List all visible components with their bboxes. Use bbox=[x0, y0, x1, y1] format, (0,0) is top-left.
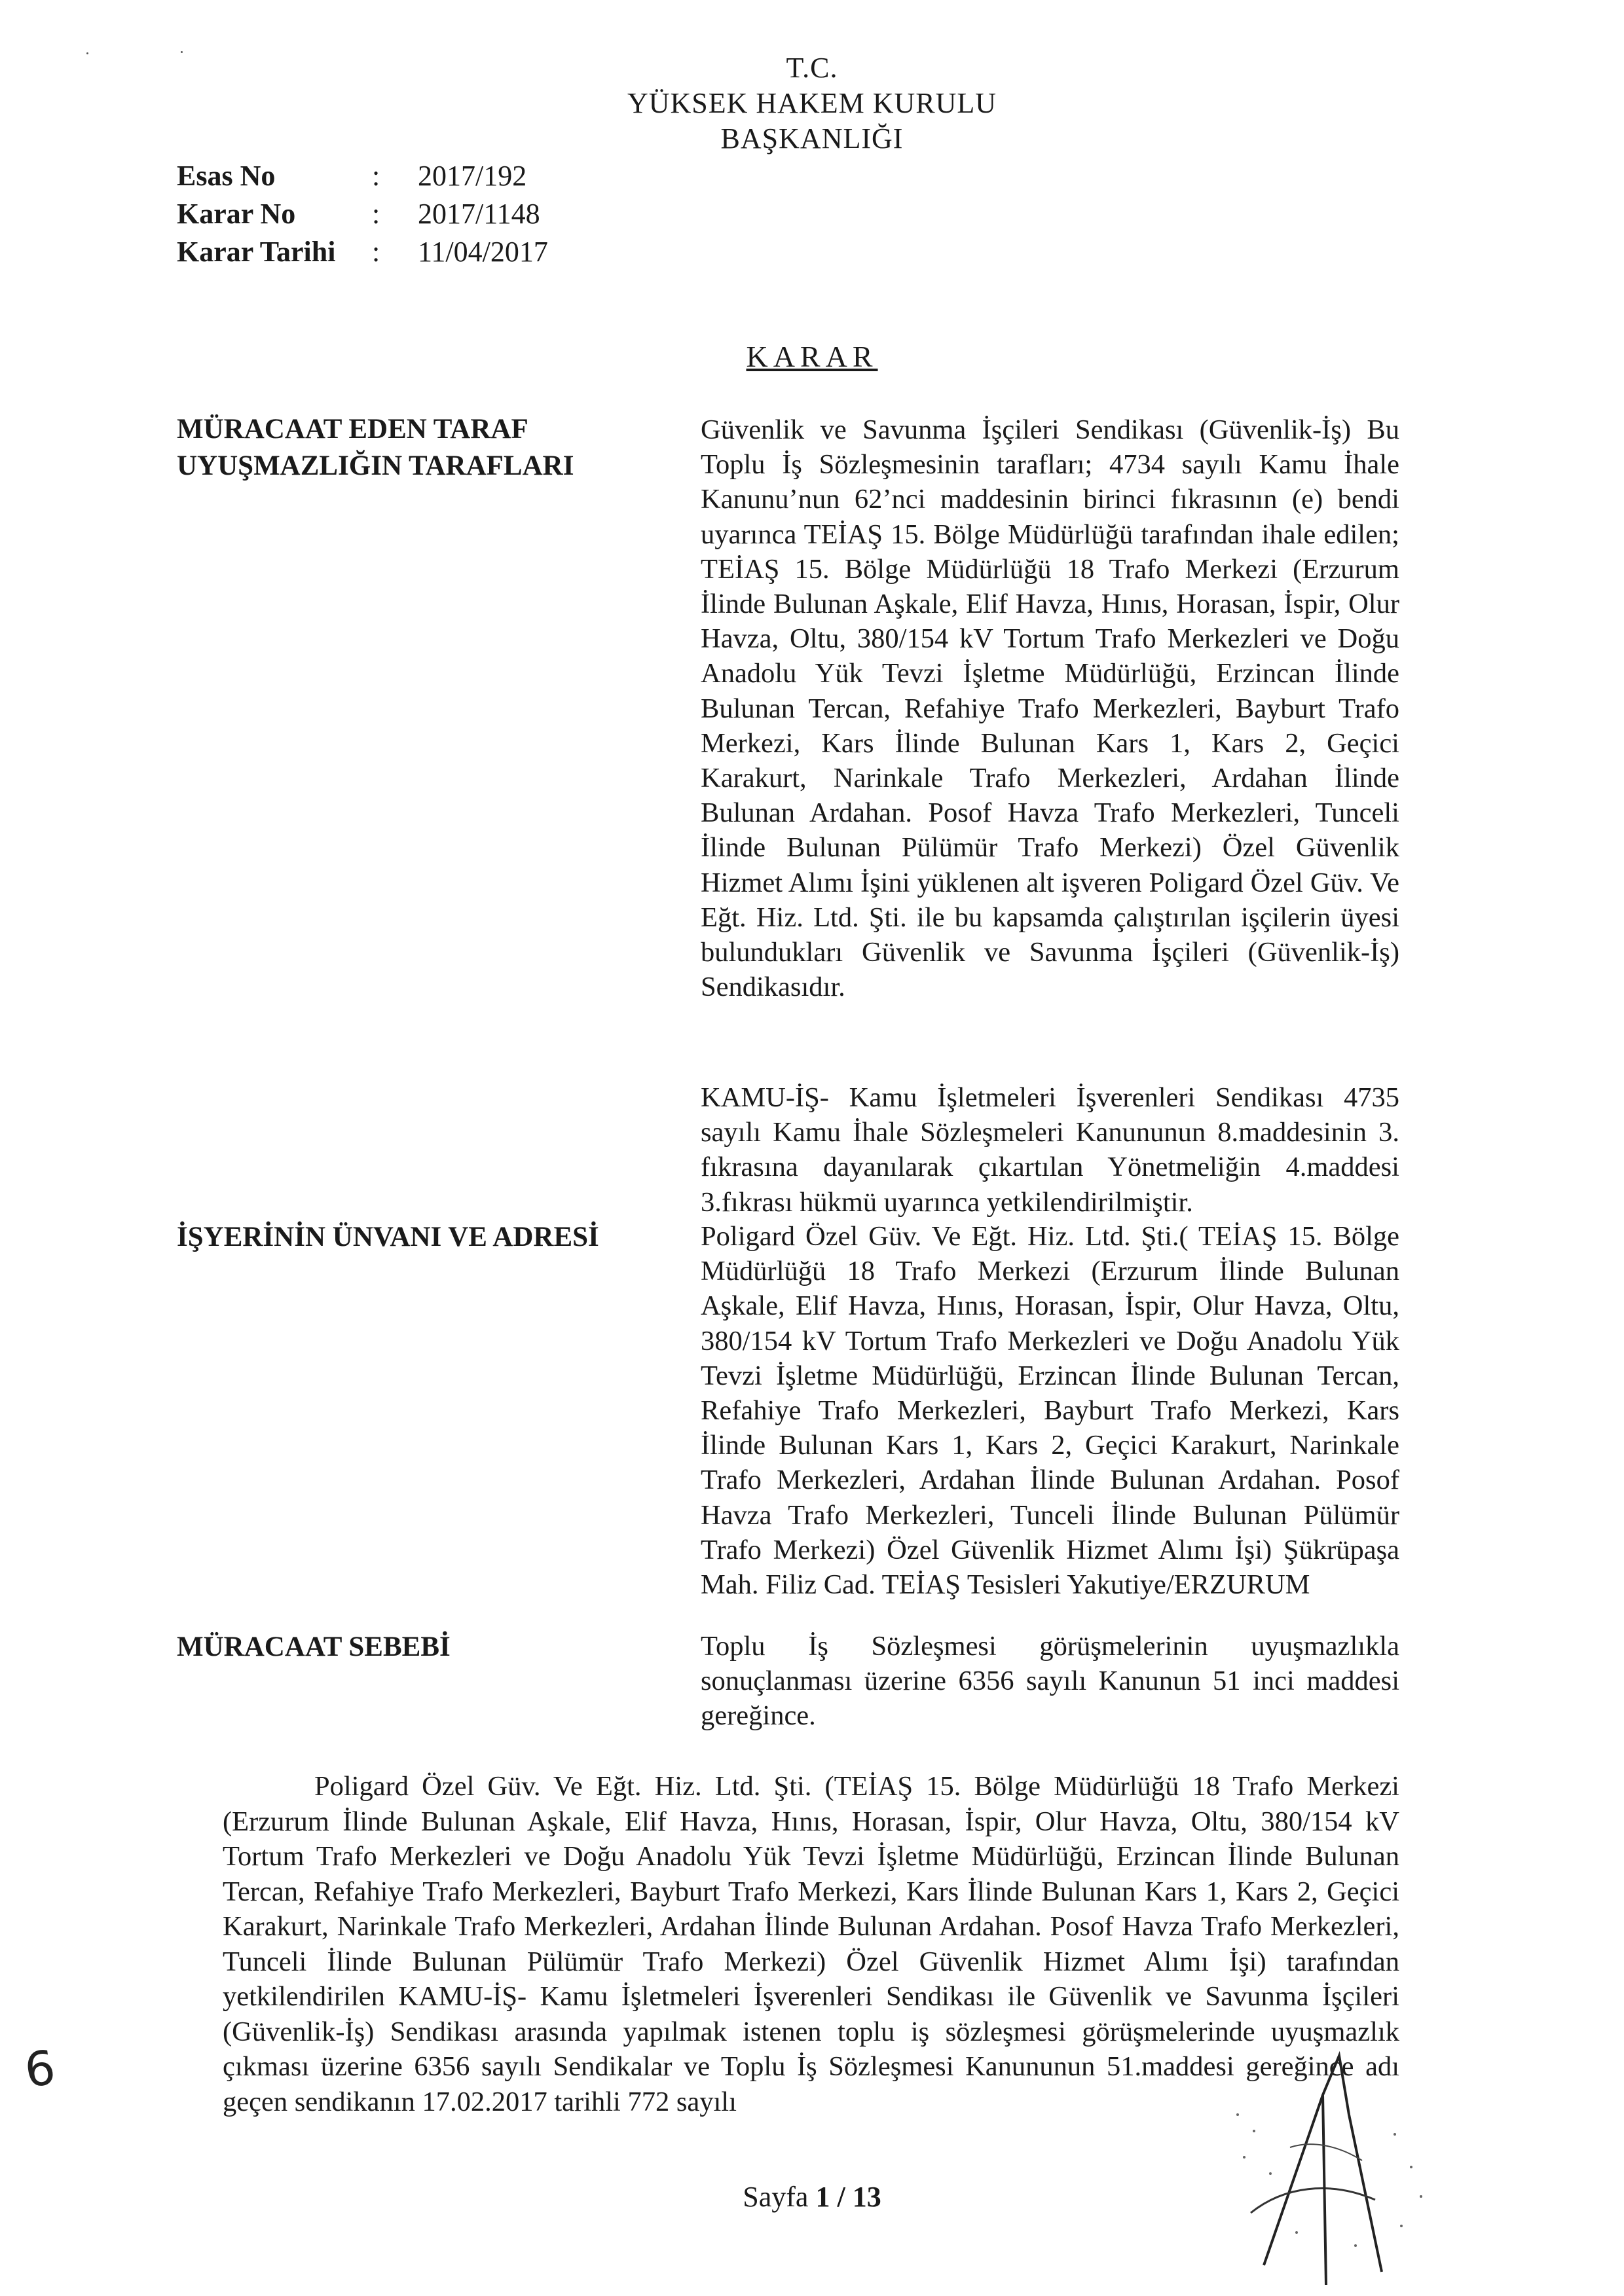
meta-label: Karar No bbox=[177, 198, 296, 230]
header-presidency: BAŞKANLIĞI bbox=[720, 122, 904, 155]
meta-row-esas bbox=[0, 157, 786, 195]
header-tc: T.C. bbox=[786, 52, 838, 84]
parties-label: UYUŞMAZLIĞIN TARAFLARI bbox=[177, 450, 574, 481]
page-number: 1 / 13 bbox=[815, 2181, 881, 2213]
scan-speck bbox=[181, 51, 183, 53]
meta-row-karar bbox=[0, 195, 786, 233]
meta-row-tarih bbox=[0, 233, 786, 271]
meta-value: 2017/1148 bbox=[418, 198, 540, 230]
meta-colon: : bbox=[372, 160, 380, 192]
body-paragraph bbox=[223, 1769, 1399, 2119]
meta-value: 11/04/2017 bbox=[418, 236, 548, 268]
margin-handwritten-mark: 6 bbox=[21, 2039, 59, 2098]
kamu-is-text: KAMU-İŞ- Kamu İşletmeleri İşverenleri Sendikası 4735 sayılı Kamu İhale Sözleşmeleri Kanununun 8.maddesinin 3. fıkrasına dayanılarak çıkartılan Yönetmeliğin 4.maddesi 3.fıkrası hükmü uyarınca yetkilendirilmiştir. bbox=[701, 1082, 1399, 1218]
applicant-label: MÜRACAAT EDEN TARAF bbox=[177, 414, 528, 445]
body-paragraph-text: Poligard Özel Güv. Ve Eğt. Hiz. Ltd. Şti. (TEİAŞ 15. Bölge Müdürlüğü 18 Trafo Merkezi (Erzurum İlinde Bulunan Aşkale, Elif Havza, Hınıs, Horasan, İspir, Olur Havza, Oltu, 380/154 kV Tortum Trafo Merkezleri ve Doğu Anadolu Yük Tevzi İşletme Müdürlüğü, Erzincan İlinde Bulunan Tercan, Refahiye Trafo Merkezleri, Bayburt Trafo Merkezi, Kars İlinde Bulunan Kars 1, Kars 2, Geçici Karakurt, Narinkale Trafo Merkezleri, Ardahan İlinde Bulunan Ardahan. Posof Havza Trafo Merkezleri, Tunceli İlinde Bulunan Pülümür Trafo Merkezi) Özel Güvenlik Hizmet Alımı İşi) tarafından yetkilendirilen KAMU-İŞ- Kamu İşletmeleri İşverenleri Sendikası ile Güvenlik ve Savunma İşçileri (Güvenlik-İş) Sendikası arasında yapılmak istenen toplu iş sözleşmesi görüşmelerinde uyuşmazlık çıkması üzerine 6356 sayılı Sendikalar ve Toplu İş Sözleşmesi Kanununun 51.maddesi gereğince adı geçen sendikanın 17.02.2017 tarihli 772 sayılı bbox=[223, 1771, 1399, 2117]
applicant-text: Güvenlik ve Savunma İşçileri Sendikası (Güvenlik-İş) Bu Toplu İş Sözleşmesinin tarafları; 4734 sayılı Kamu İhale Kanunu’nun 62’nci maddesinin birinci fıkrasının (e) bendi uyarınca TEİAŞ 15. Bölge Müdürlüğü tarafından ihale edilen; TEİAŞ 15. Bölge Müdürlüğü 18 Trafo Merkezi (Erzurum İlinde Bulunan Aşkale, Elif Havza, Hınıs, Horasan, İspir, Olur Havza, Oltu, 380/154 kV Tortum Trafo Merkezleri ve Doğu Anadolu Yük Tevzi İşletme Müdürlüğü, Erzincan İlinde Bulunan Tercan, Refahiye Trafo Merkezleri, Bayburt Trafo Merkezi, Kars İlinde Bulunan Kars 1, Kars 2, Geçici Karakurt, Narinkale Trafo Merkezleri, Ardahan İlinde Bulunan Ardahan. Posof Havza Trafo Merkezleri, Tunceli İlinde Bulunan Pülümür Trafo Merkezi) Özel Güvenlik Hizmet Alımı İşini yüklenen alt işveren Poligard Özel Güv. Ve Eğt. Hiz. Ltd. Şti. ile bu kapsamda çalıştırılan işçilerin üyesi bulundukları Güvenlik ve Savunma İşçileri (Güvenlik-İş) Sendikasıdır. bbox=[701, 414, 1399, 1003]
page-prefix: Sayfa bbox=[743, 2181, 816, 2213]
meta-label: Karar Tarihi bbox=[177, 236, 336, 268]
meta-colon: : bbox=[372, 236, 380, 268]
reason-text: Toplu İş Sözleşmesi görüşmelerinin uyuşmazlıkla sonuçlanması üzerine 6356 sayılı Kanunun 51 inci maddesi gereğince. bbox=[701, 1631, 1399, 1732]
header-institution: YÜKSEK HAKEM KURULU bbox=[627, 87, 997, 119]
decision-title: KARAR bbox=[746, 340, 878, 373]
signature-scribble bbox=[1225, 2016, 1460, 2291]
reason-label: MÜRACAAT SEBEBİ bbox=[177, 1631, 451, 1662]
meta-label: Esas No bbox=[177, 160, 276, 192]
workplace-text: Poligard Özel Güv. Ve Eğt. Hiz. Ltd. Şti.( TEİAŞ 15. Bölge Müdürlüğü 18 Trafo Merkezi (Erzurum İlinde Bulunan Aşkale, Elif Havza, Hınıs, Horasan, İspir, Olur Havza, Oltu, 380/154 kV Tortum Trafo Merkezleri ve Doğu Anadolu Yük Tevzi İşletme Müdürlüğü, Erzincan İlinde Bulunan Tercan, Refahiye Trafo Merkezleri, Bayburt Trafo Merkezi, Kars İlinde Bulunan Kars 1, Kars 2, Geçici Karakurt, Narinkale Trafo Merkezleri, Ardahan İlinde Bulunan Ardahan. Posof Havza Trafo Merkezleri, Tunceli İlinde Bulunan Pülümür Trafo Merkezi) Özel Güvenlik Hizmet Alımı İşi) Şükrüpaşa Mah. Filiz Cad. TEİAŞ Tesisleri Yakutiye/ERZURUM bbox=[701, 1221, 1399, 1601]
meta-colon: : bbox=[372, 198, 380, 230]
workplace-label: İŞYERİNİN ÜNVANI VE ADRESİ bbox=[177, 1222, 599, 1252]
case-meta bbox=[0, 157, 786, 275]
scan-speck bbox=[86, 52, 88, 54]
meta-value: 2017/192 bbox=[418, 160, 527, 192]
